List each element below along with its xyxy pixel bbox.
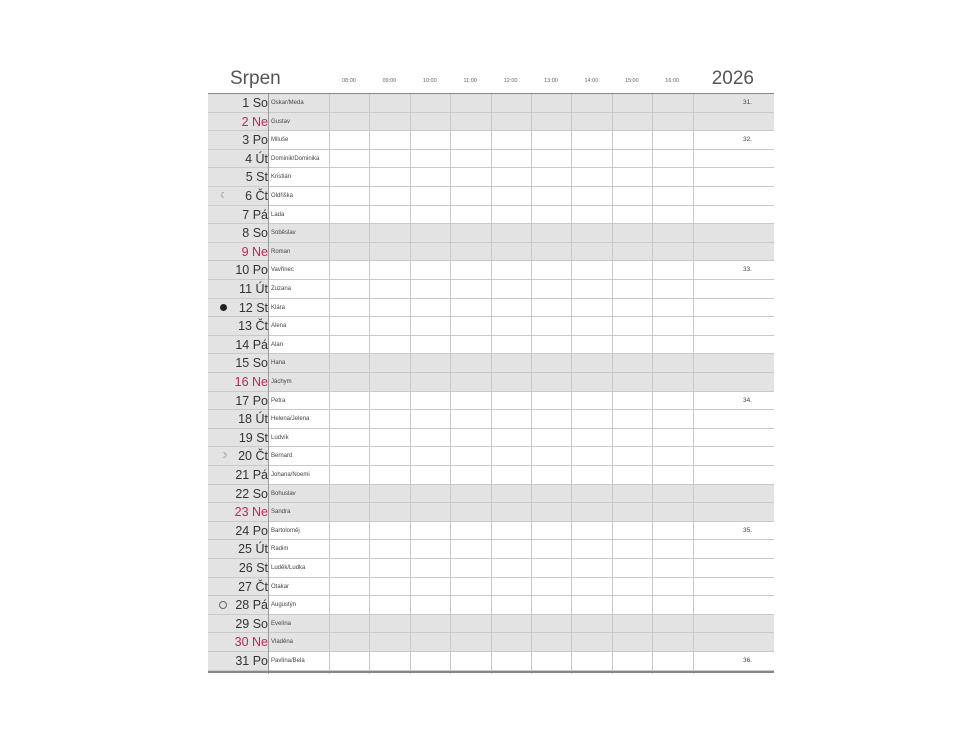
day-number: 30 Ne <box>234 635 268 650</box>
week-number: 31. <box>742 99 752 106</box>
name-day: Bohuslav <box>271 490 296 497</box>
last-quarter-moon-icon: ☾ <box>220 191 228 200</box>
month-title: Srpen <box>230 68 281 89</box>
name-day: Vavřinec <box>271 267 294 274</box>
time-label: 12:00 <box>503 78 518 84</box>
time-label: 15:00 <box>624 78 639 84</box>
name-day: Jáchym <box>271 379 292 385</box>
hour-gridline <box>693 94 694 674</box>
name-day: Gustav <box>271 118 291 125</box>
week-number: 36. <box>742 657 752 664</box>
name-day: Pavlína/Bela <box>271 658 305 664</box>
name-day: Oldřiška <box>271 193 294 199</box>
day-number: 21 Pá <box>235 468 268 482</box>
name-day: Zuzana <box>271 286 292 292</box>
name-day: Lada <box>271 211 285 218</box>
day-number: 3 Po <box>242 133 268 148</box>
day-number: 13 Čt <box>238 319 268 334</box>
name-day: Bernard <box>271 453 293 460</box>
calendar-page <box>208 64 774 676</box>
name-day: Hana <box>271 360 286 367</box>
day-number: 25 Út <box>238 542 268 557</box>
day-number: 29 So <box>235 616 268 631</box>
day-number: 16 Ne <box>234 375 268 389</box>
name-day: Sandra <box>271 509 291 516</box>
week-number: 35. <box>742 526 752 534</box>
time-label: 08:00 <box>342 78 356 84</box>
name-day: Johana/Noemi <box>271 472 310 478</box>
hour-gridline <box>652 94 653 674</box>
day-number: 10 Po <box>235 263 268 278</box>
name-day: Dominik/Dominika <box>271 155 320 162</box>
name-day: Petra <box>271 397 286 404</box>
day-number: 15 So <box>235 356 268 371</box>
day-number: 28 Pá <box>235 598 268 613</box>
day-number: 6 Čt <box>245 189 268 203</box>
first-quarter-moon-icon: ☽ <box>220 451 228 461</box>
day-number: 9 Ne <box>241 244 268 259</box>
time-label: 11:00 <box>463 78 477 84</box>
hour-gridline <box>491 94 492 674</box>
day-number: 7 Pá <box>242 207 268 222</box>
time-label: 14:00 <box>584 78 599 84</box>
day-number: 11 Út <box>239 282 268 296</box>
time-label: 09:00 <box>382 78 397 84</box>
name-day: Radim <box>271 546 289 553</box>
name-day: Miluše <box>271 137 289 144</box>
day-number: 5 St <box>245 170 268 185</box>
day-number: 27 Čt <box>238 579 268 594</box>
hour-gridline <box>531 94 532 674</box>
hour-gridline <box>329 94 330 674</box>
name-day: Evelína <box>271 620 292 627</box>
day-number: 24 Po <box>235 523 268 538</box>
name-day: Helena/Jelena <box>271 416 310 423</box>
hour-gridline <box>410 94 411 674</box>
name-day: Luděk/Ludka <box>271 565 306 571</box>
name-day: Vladěna <box>271 639 294 646</box>
day-number: 12 St <box>238 300 268 315</box>
new-moon-icon <box>220 304 227 311</box>
day-number: 23 Ne <box>234 505 268 520</box>
name-day: Soběslav <box>271 230 296 237</box>
name-day: Ludvík <box>271 434 289 441</box>
day-number: 4 Út <box>245 151 268 166</box>
day-number: 18 Út <box>238 412 268 427</box>
day-number: 2 Ne <box>241 114 268 129</box>
hour-gridline <box>450 94 451 674</box>
name-day: Roman <box>271 248 291 255</box>
name-day: Oskar/Meda <box>271 100 304 106</box>
name-day: Otakar <box>271 583 290 590</box>
day-number: 19 St <box>238 430 268 445</box>
day-number: 20 Čt <box>238 449 268 464</box>
name-day: Klára <box>271 304 286 311</box>
hour-gridline <box>571 94 572 674</box>
name-day: Alan <box>271 341 284 348</box>
day-number: 22 So <box>235 486 268 501</box>
name-day: Kristián <box>271 174 292 181</box>
day-number: 31 Po <box>235 654 268 668</box>
time-label: 16:00 <box>665 78 680 84</box>
day-number: 14 Pá <box>235 337 268 352</box>
day-number: 1 So <box>242 96 268 110</box>
bottom-rule <box>208 671 774 673</box>
week-number: 32. <box>742 136 752 144</box>
time-label: 10:00 <box>422 78 437 84</box>
hour-gridline <box>369 94 370 674</box>
day-number: 17 Po <box>235 393 268 408</box>
year-title: 2026 <box>711 68 754 89</box>
day-number: 8 So <box>242 226 268 241</box>
name-day: Alena <box>271 323 287 330</box>
day-column-divider <box>268 94 269 674</box>
week-number: 34. <box>742 396 752 404</box>
name-day: Augustýn <box>271 602 297 609</box>
time-label: 13:00 <box>544 78 558 84</box>
day-number: 26 St <box>238 561 268 575</box>
hour-gridline <box>612 94 613 674</box>
week-number: 33. <box>742 266 752 274</box>
name-day: Bartoloměj <box>271 527 300 534</box>
